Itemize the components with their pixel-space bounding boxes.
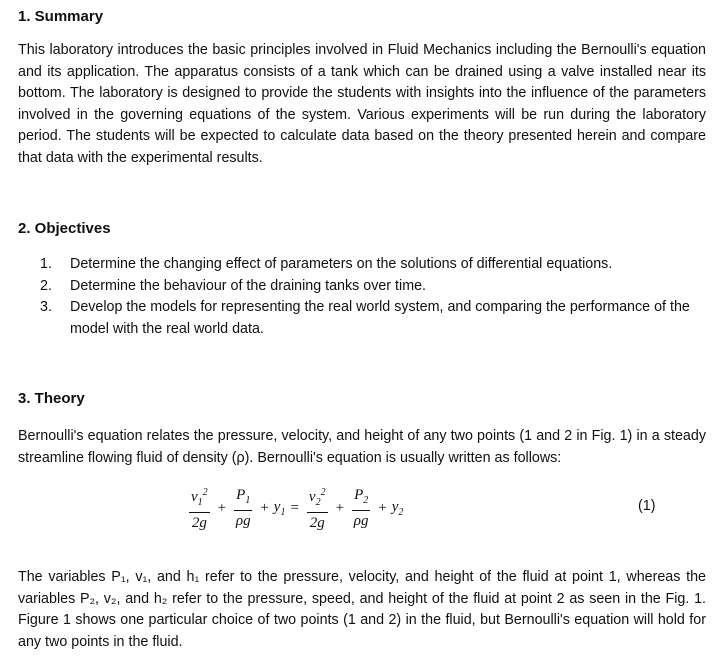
theory-heading: 3. Theory xyxy=(18,390,85,407)
equation-number: (1) xyxy=(638,498,656,514)
bernoulli-equation: $\frac{v_1^2}{2g}$ + $\frac{P_1}{\rho g}$ + $y_1$ = $\frac{v_2^2}{2g}$ + $\frac{P_2}{\rho g}$ + $y_2$ xyxy=(186,480,403,536)
summary-heading: 1. Summary xyxy=(18,8,104,25)
objectives-list xyxy=(40,254,700,340)
theory-intro: Bernoulli's equation relates the pressure, velocity, and height of any two points (1 and 2 in Fig. 1) in a steady streamline flowing fluid of density (ρ). Bernoulli's equation is usually written as follows: xyxy=(18,428,706,466)
summary-paragraph: This laboratory introduces the basic principles involved in Fluid Mechanics including the Bernoulli's equation and its application. The apparatus consists of a tank which can be drained using a valve installed near its bottom. The laboratory is designed to provide the students with insights into the influence of the parameters involved in the governing equations of the system. Various experiments will be run during the laboratory period. The students will be expected to calculate data based on the theory presented herein and compare that data with the experimental results. xyxy=(18,42,706,166)
variables-paragraph: The variables P₁, v₁, and h₁ refer to the pressure, velocity, and height of the fluid at point 1, whereas the variables P₂, v₂, and h₂ refer to the pressure, speed, and height of the fluid at point 2 as seen in the Fig. 1. Figure 1 shows one particular choice of two points (1 and 2) in the fluid, but Bernoulli's equation will hold for any two points in the fluid. xyxy=(18,569,706,650)
objectives-heading: 2. Objectives xyxy=(18,220,111,237)
list-item: 2. Determine the behaviour of the draining tanks over time. xyxy=(40,277,427,294)
list-item: 3. Develop the models for representing the real world system, and comparing the performance of the model with the real world data. xyxy=(40,299,690,337)
list-item: 1. Determine the changing effect of parameters on the solutions of differential equations. xyxy=(40,256,613,272)
